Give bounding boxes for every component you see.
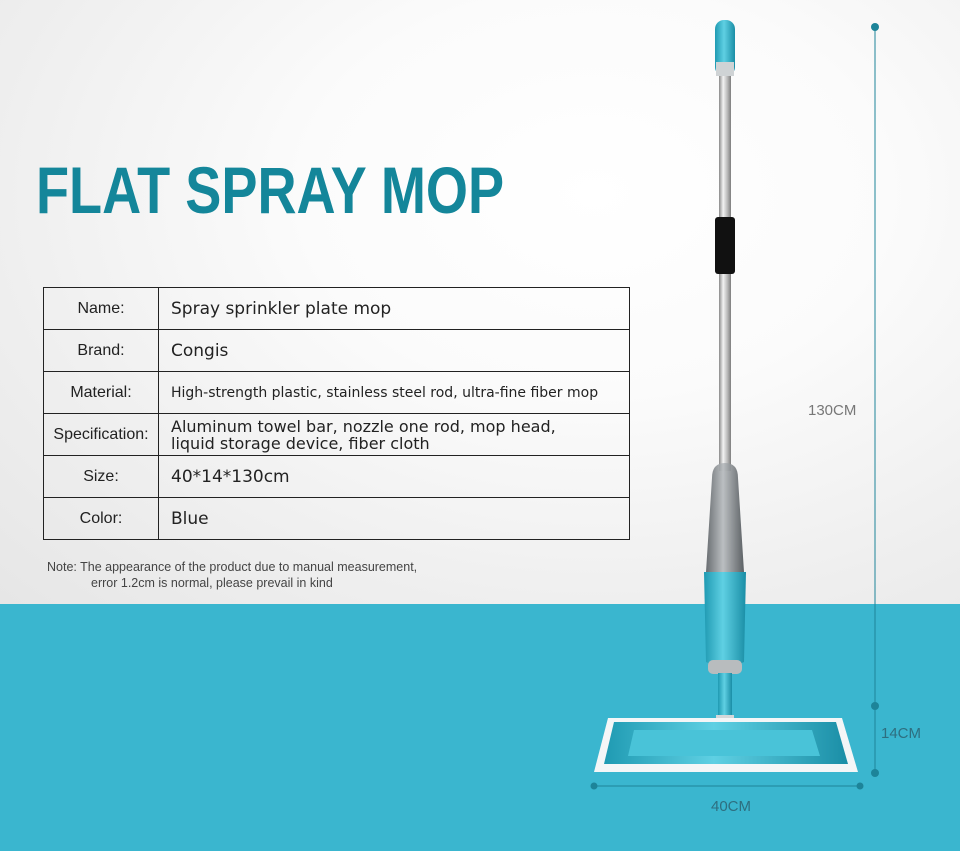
spec-label: Color: (44, 498, 159, 540)
dimension-width-label: 40CM (711, 798, 752, 815)
mop-grip (715, 217, 735, 274)
spec-label: Material: (44, 372, 159, 414)
spec-value: Spray sprinkler plate mop (159, 288, 630, 330)
spec-value: 40*14*130cm (159, 456, 630, 498)
spec-label: Size: (44, 456, 159, 498)
note-line: Note: The appearance of the product due to manual measurement, (47, 560, 418, 574)
mop-handle-cap (715, 20, 735, 76)
note-line: error 1.2cm is normal, please prevail in kind (91, 576, 333, 590)
spec-label: Brand: (44, 330, 159, 372)
spec-value-line: liquid storage device, fiber cloth (171, 433, 430, 453)
mop-body (704, 572, 746, 667)
dimension-height-label: 130CM (808, 402, 857, 419)
spec-label: Specification: (44, 414, 159, 456)
spec-value: Congis (159, 330, 630, 372)
page-title: FLAT SPRAY MOP (36, 153, 505, 227)
liquid-tank (706, 463, 744, 572)
spec-value-line: Aluminum towel bar, nozzle one rod, mop head, (171, 416, 556, 436)
dimension-pad-label: 14CM (881, 725, 922, 742)
dimension-width-line (591, 783, 864, 790)
dimension-height-line (871, 23, 879, 777)
spec-label: Name: (44, 288, 159, 330)
spec-value: High-strength plastic, stainless steel rod, ultra-fine fiber mop (159, 372, 630, 414)
spec-value: Blue (159, 498, 630, 540)
